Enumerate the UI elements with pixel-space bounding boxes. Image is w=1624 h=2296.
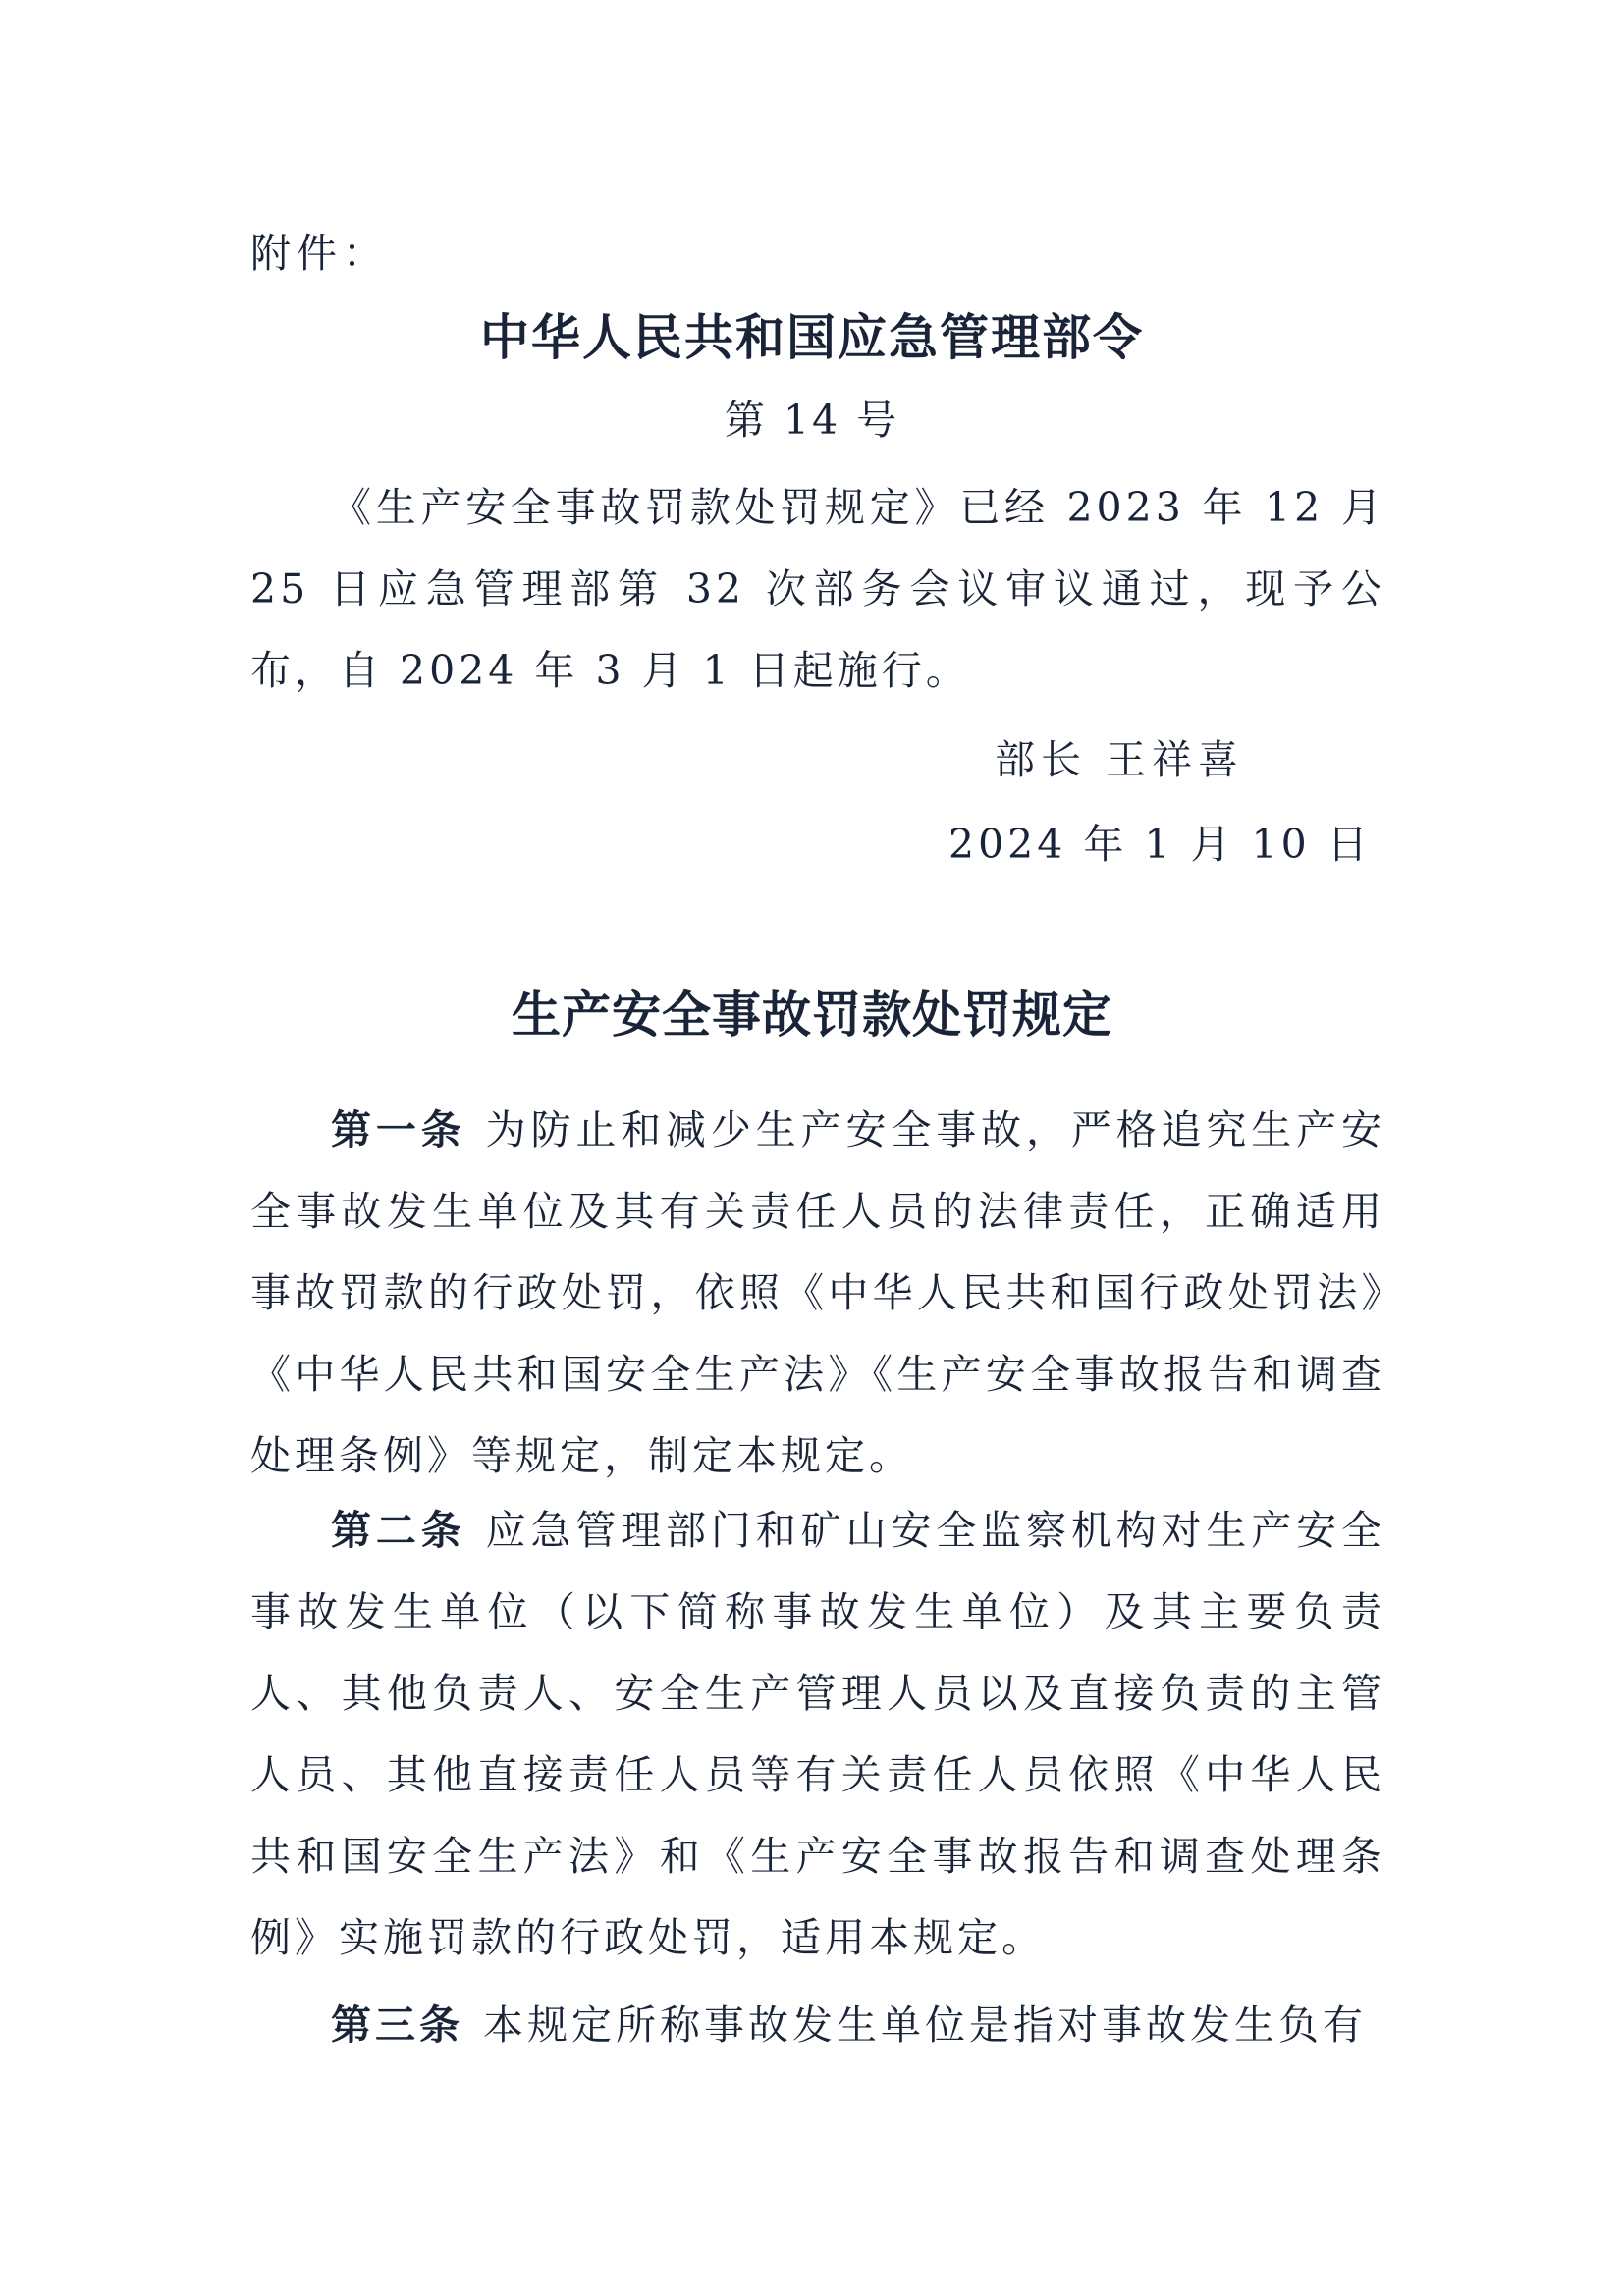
signer: 部长 王祥喜: [995, 736, 1245, 783]
article-3: [250, 1985, 1385, 2066]
article-number: 第二条: [331, 1507, 466, 1554]
article-text: 为防止和减少生产安全事故，严格追究生产安全事故发生单位及其有关责任人员的法律责任，正确适用事故罚款的行政处罚，依照《中华人民共和国行政处罚法》《中华人民共和国安全生产法》《生产安全事故报告和调查处理条例》等规定，制定本规定。: [250, 1106, 1386, 1479]
signing-date: 2024 年 1 月 10 日: [948, 821, 1372, 868]
publication-paragraph: 《生产安全事故罚款处罚规定》已经 2023 年 12 月 25 日应急管理部第 32 次部务会议审议通过，现予公布，自 2024 年 3 月 1 日起施行。: [250, 484, 1385, 694]
order-title: 中华人民共和国应急管理部令: [480, 308, 1144, 366]
article-number: 第三条: [331, 2002, 463, 2049]
order-number: 第 14 号: [724, 397, 900, 444]
article-1: [250, 1090, 1385, 1497]
attachment-label: 附件：: [250, 230, 389, 277]
regulation-title: 生产安全事故罚款处罚规定: [512, 986, 1112, 1043]
article-number: 第一条: [331, 1106, 466, 1153]
article-text: 应急管理部门和矿山安全监察机构对生产安全事故发生单位（以下简称事故发生单位）及其主要负责人、其他负责人、安全生产管理人员以及直接负责的主管人员、其他直接责任人员等有关责任人员依照《中华人民共和国安全生产法》和《生产安全事故报告和调查处理条例》实施罚款的行政处罚，适用本规定。: [250, 1507, 1386, 1961]
article-text: 本规定所称事故发生单位是指对事故发生负有: [483, 2002, 1367, 2049]
article-2: [250, 1490, 1385, 1979]
